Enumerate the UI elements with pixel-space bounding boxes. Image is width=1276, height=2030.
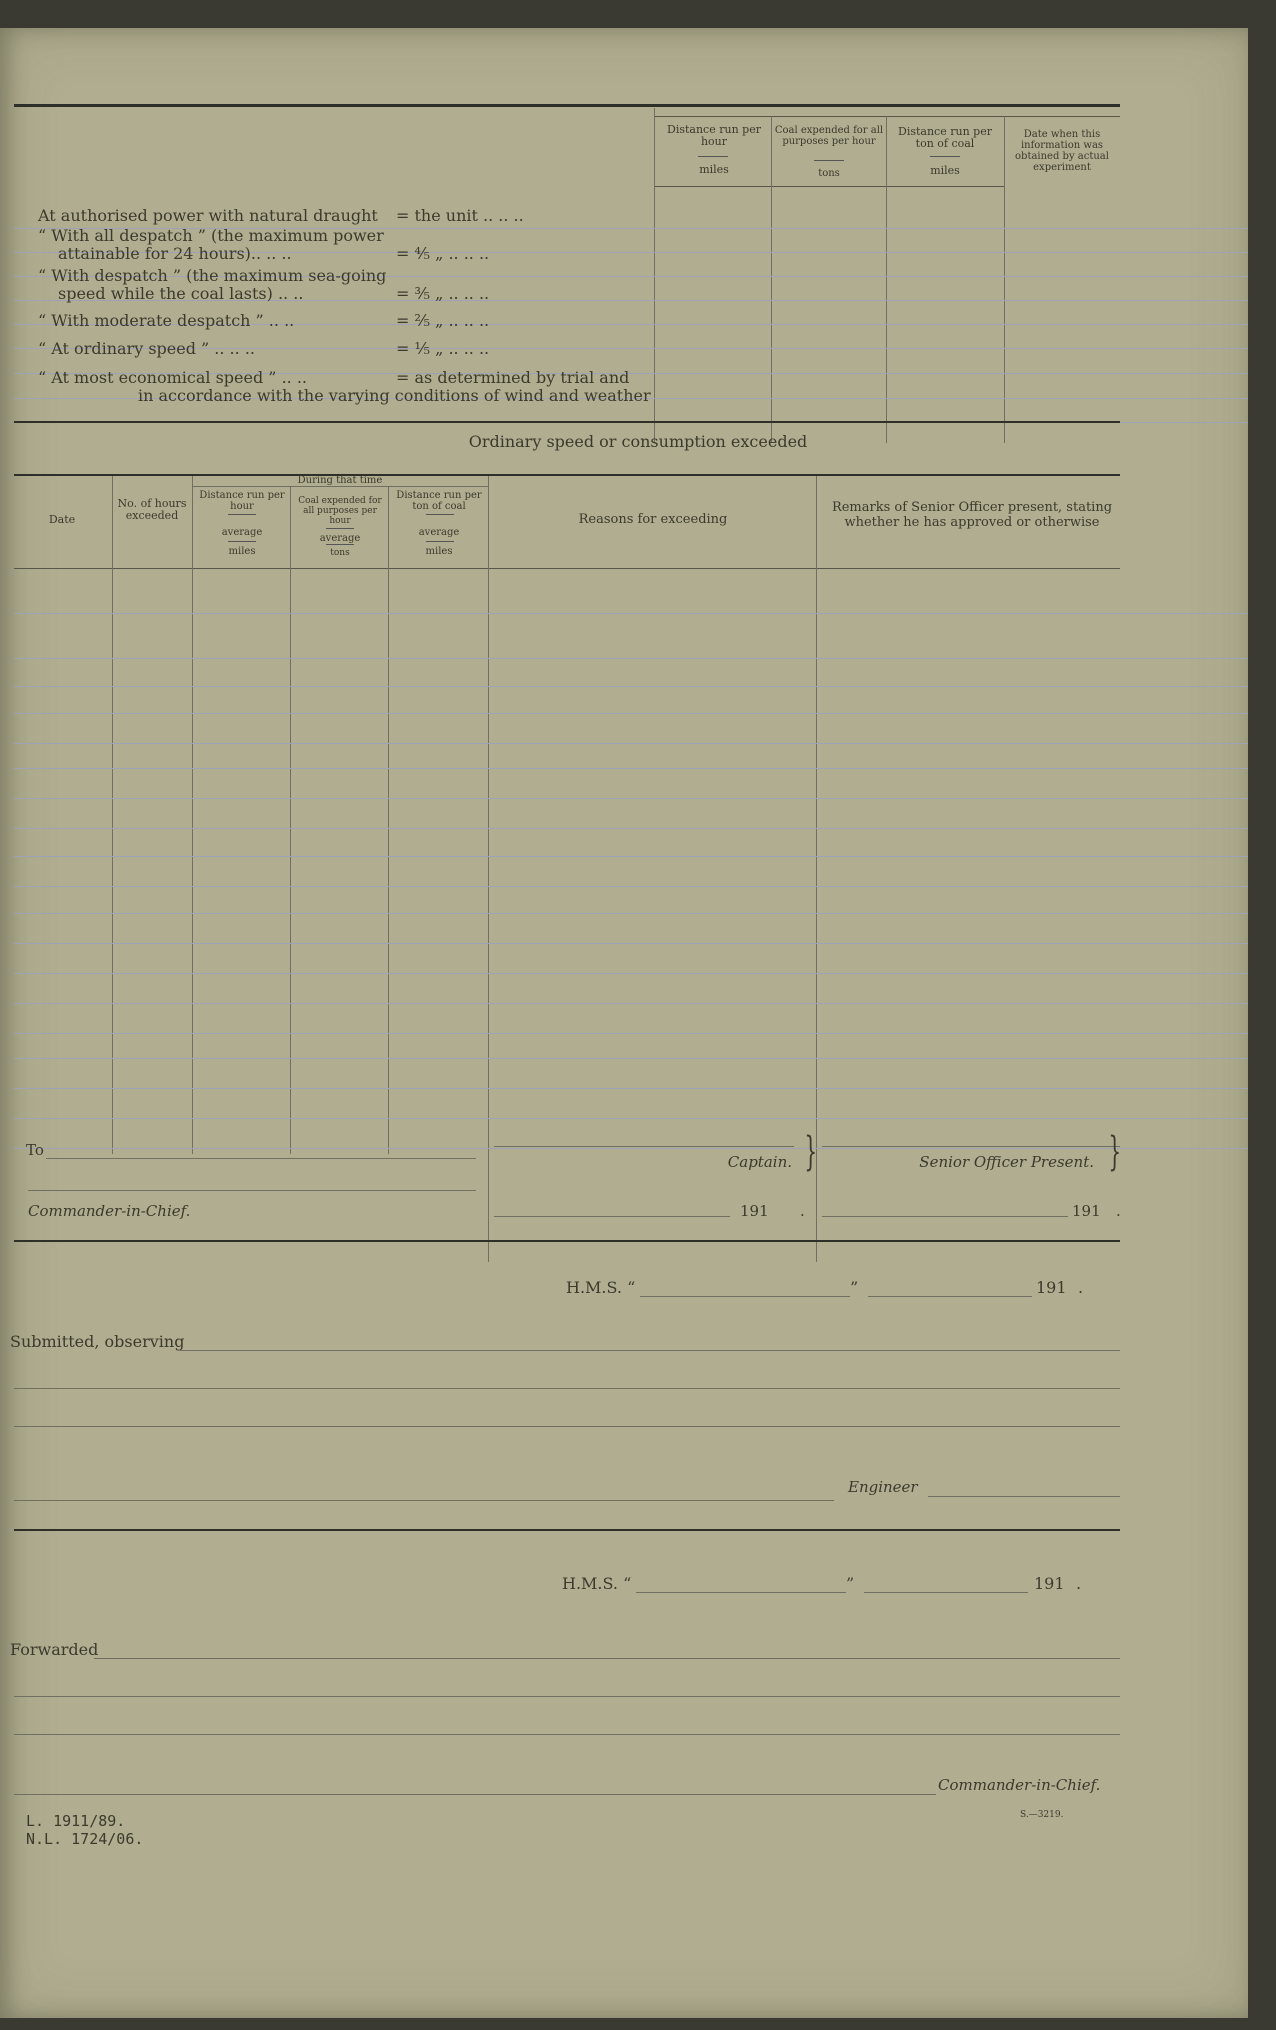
engineer-line-right (928, 1496, 1120, 1497)
header-rule (698, 156, 728, 157)
signature-bottom-rule (14, 1240, 1120, 1242)
forwarded-label: Forwarded (10, 1640, 99, 1659)
col-distance-ton: Distance run per ton of coal (396, 490, 482, 512)
row-economical-label-2: in accordance with the varying conditions of wind and weather (138, 386, 651, 405)
row-economical-value: = as determined by trial and (396, 368, 630, 387)
to-line (46, 1158, 476, 1159)
header-rule (814, 160, 844, 161)
ruled-line (14, 798, 1248, 799)
header-rule (930, 156, 960, 157)
header-rule (326, 528, 354, 529)
brace-icon: } (1108, 1129, 1122, 1175)
ruled-line (14, 743, 1248, 744)
exceeded-header-bottom-rule (14, 568, 1120, 569)
exceeded-title: Ordinary speed or consumption exceeded (468, 432, 808, 451)
ruled-line (14, 913, 1248, 914)
ruled-line (14, 943, 1248, 944)
header-rule (228, 541, 256, 542)
row-ordinary-label: “ At ordinary speed ” .. .. .. (38, 339, 255, 358)
captain-year: 191 (740, 1202, 769, 1220)
engineer-label: Engineer (848, 1478, 918, 1496)
hms1-year: 191 (1036, 1278, 1067, 1297)
col-coal-unit: tons (330, 548, 350, 558)
printer-code: S.—3219. (1020, 1810, 1064, 1820)
row-moderate-label: “ With moderate despatch ” .. .. (38, 311, 295, 330)
row-natural-draught-value: = the unit .. .. .. (396, 206, 524, 225)
row-all-despatch-label-2: attainable for 24 hours).. .. .. (58, 244, 292, 263)
row-despatch-label-2: speed while the coal lasts) .. .. (58, 284, 304, 303)
ruled-line (14, 1118, 1248, 1119)
dot: . (800, 1202, 805, 1220)
row-natural-draught-label: At authorised power with natural draught (38, 206, 378, 225)
col-coal-sub: average (319, 533, 361, 544)
hms1-bottom-rule (14, 1529, 1120, 1531)
during-that-time: During that time (297, 475, 383, 486)
hms1-close-quote: ” (850, 1278, 859, 1297)
ruled-line (14, 658, 1248, 659)
header-top-rule (654, 116, 1120, 117)
hms1-prefix: H.M.S. “ (566, 1278, 636, 1297)
col-coal: Coal expended for all purposes per hour (298, 496, 382, 526)
exceeded-top-rule (14, 474, 1120, 476)
hms1-ship-line (640, 1296, 850, 1297)
col-hours: No. of hours exceeded (117, 497, 187, 522)
dot: . (1078, 1278, 1084, 1297)
hms2-commander: Commander-in-Chief. (938, 1776, 1101, 1794)
vline (290, 486, 291, 1154)
ruled-line (14, 768, 1248, 769)
vline (388, 486, 389, 1154)
ruled-line (14, 713, 1248, 714)
vline (112, 476, 113, 1154)
ruled-line (14, 973, 1248, 974)
captain-line (494, 1146, 794, 1147)
ruled-line (14, 686, 1248, 687)
col-distance-ton-sub: average (418, 527, 460, 538)
row-ordinary-value: = ¹⁄₅ „ .. .. .. (396, 339, 490, 358)
header-unit-tons: tons (818, 168, 840, 179)
senior-date-line (822, 1216, 1068, 1217)
row-economical-label: “ At most economical speed ” .. .. (38, 368, 307, 387)
col-distance-hour-sub: average (221, 527, 263, 538)
hms2-prefix: H.M.S. “ (562, 1574, 632, 1593)
vline (192, 476, 193, 1154)
header-rule (426, 514, 454, 515)
vline (771, 116, 772, 443)
submitted-line-2 (14, 1388, 1120, 1389)
row-all-despatch-value: = ⁴⁄₅ „ .. .. .. (396, 244, 490, 263)
header-distance-per-ton: Distance run per ton of coal (898, 125, 992, 150)
captain-label: Captain. (727, 1153, 792, 1171)
col-remarks: Remarks of Senior Officer present, stating whether he has approved or otherwise (831, 500, 1113, 530)
senior-officer-label: Senior Officer Present. (919, 1153, 1094, 1171)
vline (1004, 116, 1005, 443)
engineer-line-left (14, 1500, 834, 1501)
vline (488, 476, 489, 1262)
dot: . (1076, 1574, 1082, 1593)
col-date: Date (48, 513, 76, 526)
captain-date-line (494, 1216, 730, 1217)
ruled-line (14, 1058, 1248, 1059)
row-despatch-value: = ³⁄₅ „ .. .. .. (396, 284, 490, 303)
row-all-despatch-label: “ With all despatch ” (the maximum power (38, 226, 384, 245)
header-coal-expended: Coal expended for all purposes per hour (774, 125, 884, 147)
dot: . (1116, 1202, 1121, 1220)
commander-line (14, 1794, 936, 1795)
header-distance-per-hour: Distance run per hour (667, 123, 761, 148)
top-rule (14, 104, 1120, 107)
senior-year: 191 (1072, 1202, 1101, 1220)
row-despatch-label: “ With despatch ” (the maximum sea-going (38, 266, 387, 285)
commander-in-chief-label: Commander-in-Chief. (28, 1202, 191, 1220)
hms2-ship-line (636, 1592, 846, 1593)
col-distance-ton-unit: miles (425, 546, 453, 557)
ruled-line (14, 1033, 1248, 1034)
ruled-line (14, 1148, 1248, 1149)
to-label: To (26, 1141, 44, 1159)
submitted-line (180, 1350, 1120, 1351)
to-line-2 (28, 1190, 476, 1191)
forwarded-line (94, 1658, 1120, 1659)
header-date-obtained: Date when this information was obtained by actual experiment (1015, 129, 1109, 173)
ruled-line (14, 613, 1248, 614)
brace-icon: } (804, 1129, 818, 1175)
vline (886, 116, 887, 443)
ruled-line (14, 1003, 1248, 1004)
form-page (0, 28, 1248, 2018)
col-distance-hour-unit: miles (228, 546, 256, 557)
hms2-year: 191 (1034, 1574, 1065, 1593)
header-rule (326, 544, 354, 545)
col-reasons: Reasons for exceeding (578, 512, 728, 527)
top-table-bottom-rule (14, 421, 1120, 423)
ruled-line (14, 886, 1248, 887)
ruled-line (14, 828, 1248, 829)
footer-ref-1: L. 1911/89. (26, 1812, 126, 1830)
ruled-line (14, 856, 1248, 857)
submitted-label: Submitted, observing (10, 1332, 185, 1351)
hms2-date-line (864, 1592, 1028, 1593)
row-moderate-value: = ²⁄₅ „ .. .. .. (396, 311, 490, 330)
header-rule (228, 514, 256, 515)
forwarded-line-2 (14, 1696, 1120, 1697)
during-rule (192, 486, 488, 487)
header-bottom-rule (654, 186, 1004, 187)
hms1-date-line (868, 1296, 1032, 1297)
col-distance-hour: Distance run per hour (199, 490, 285, 512)
ruled-line (14, 1088, 1248, 1089)
forwarded-line-3 (14, 1734, 1120, 1735)
header-unit-miles-2: miles (930, 164, 960, 177)
header-unit-miles: miles (699, 163, 729, 176)
header-rule (426, 541, 454, 542)
hms2-close-quote: ” (846, 1574, 855, 1593)
submitted-line-3 (14, 1426, 1120, 1427)
senior-officer-line (822, 1146, 1120, 1147)
footer-ref-2: N.L. 1724/06. (26, 1830, 144, 1848)
